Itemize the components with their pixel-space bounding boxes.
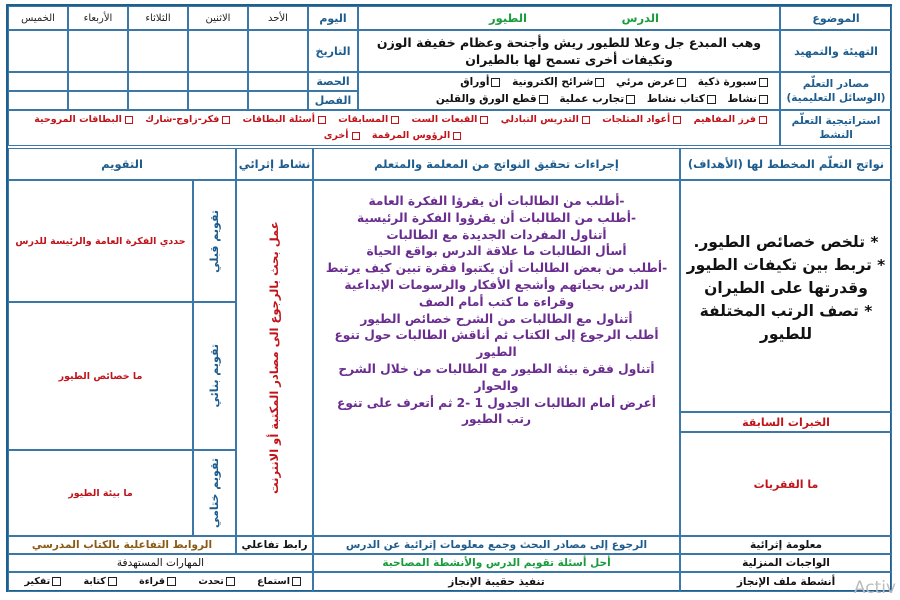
evaluation-formative-text-cell — [8, 302, 193, 450]
lesson-plan-sheet — [6, 4, 892, 592]
day-tuesday: الثلاثاء — [128, 6, 188, 30]
lesson-row — [358, 6, 780, 30]
strategy-option[interactable] — [338, 112, 402, 128]
skills-label: المهارات المستهدفة — [8, 554, 313, 572]
class-cell[interactable] — [188, 91, 248, 110]
day-label: اليوم — [308, 6, 358, 30]
checkbox-icon[interactable] — [167, 577, 176, 586]
enrichment-info-label: معلومة إثرائية — [680, 536, 892, 554]
evaluation-formative-label-cell — [193, 302, 236, 450]
strategy-option[interactable] — [412, 112, 492, 128]
checkbox-icon[interactable] — [453, 132, 461, 140]
strategy-option-label: البطاقات المروحية — [34, 114, 122, 125]
evaluation-pre-label-cell — [193, 180, 236, 302]
outcome-line: * تلخص خصائص الطيور. — [693, 233, 879, 251]
checkbox-icon[interactable] — [626, 95, 635, 104]
textbook-links[interactable]: الروابط التفاعلية بالكتاب المدرسي — [8, 536, 236, 554]
class-cell[interactable] — [68, 91, 128, 110]
strategy-option-label: أسئلة البطاقات — [242, 114, 315, 125]
procedure-line: رتب الطيور — [462, 412, 531, 427]
procedure-line: الدرس بحياتهم وأشجع الأفكار والرسومات الإبداعية — [344, 277, 649, 292]
period-cell[interactable] — [8, 72, 68, 91]
strategy-label: استراتيجية التعلّم النشط — [780, 110, 892, 146]
skill-option-label: تحدث — [198, 576, 224, 587]
resource-option[interactable] — [728, 91, 770, 108]
resource-option[interactable] — [616, 74, 688, 91]
skill-option-label: كتابة — [83, 576, 106, 587]
procedure-line: أطلب الرجوع إلى الكتاب ثم أناقش الطالبات حول تنوع — [334, 328, 659, 343]
checkbox-icon[interactable] — [125, 116, 133, 124]
strategy-option[interactable] — [602, 112, 684, 128]
period-cell[interactable] — [248, 72, 308, 91]
procedure-line: الطيور — [476, 345, 517, 360]
lesson-label: الدرس — [621, 11, 659, 25]
strategy-option[interactable] — [694, 112, 770, 128]
strategy-option[interactable] — [145, 112, 233, 128]
period-label: الحصة — [308, 72, 358, 91]
strategy-option-label: أعواد المثلجات — [602, 114, 671, 125]
evaluation-header: التقويم — [8, 148, 236, 180]
checkbox-icon[interactable] — [539, 95, 548, 104]
day-wednesday: الأربعاء — [68, 6, 128, 30]
procedure-line: أتناول مع الطالبات من الشرح خصائص الطيور — [360, 311, 633, 326]
skill-option-label: تفكير — [24, 576, 51, 587]
portfolio-label: أنشطة ملف الإنجاز — [680, 572, 892, 592]
intro-text: وهب المبدع جل وعلا للطيور ريش وأجنحة وعظام خفيفة الوزن وتكيفات أخرى تسمح لها بالطيران — [358, 30, 780, 72]
procedure-line: أتناول فقرة بيئة الطيور مع الطالبات من خلال الشرح — [338, 361, 655, 376]
procedures-header: إجراءات تحقيق النواتج من المعلمة والمتعلم — [313, 148, 680, 180]
checkbox-icon[interactable] — [480, 116, 488, 124]
resources-label: مصادر التعلّم (الوسائل التعليمية) — [780, 72, 892, 110]
evaluation-pre-text-cell — [8, 180, 193, 302]
resources-options — [358, 72, 780, 110]
resource-option[interactable] — [647, 91, 718, 108]
homework-value: أحل أسئلة تقويم الدرس والأنشطة المصاحبة — [313, 554, 680, 572]
resource-option-label: أوراق — [460, 76, 490, 88]
outcome-line: * تصف الرتب المختلفة — [699, 302, 873, 320]
checkbox-icon[interactable] — [318, 116, 326, 124]
intro-label: التهيئة والتمهيد — [780, 30, 892, 72]
skill-option[interactable] — [198, 573, 236, 591]
strategy-option[interactable] — [243, 112, 329, 128]
skill-option-label: قراءة — [139, 576, 166, 587]
date-label: التاريخ — [308, 30, 358, 72]
strategy-option[interactable] — [34, 112, 136, 128]
evaluation-pre-label: تقويم قبلي — [208, 209, 221, 273]
resource-option-label: نشاط — [727, 93, 757, 105]
checkbox-icon[interactable] — [391, 116, 399, 124]
procedure-line: -أطلب من الطالبات أن يقرؤوا الفكرة الرئيسية — [356, 210, 637, 225]
evaluation-formative-text: ما خصائص الطيور — [58, 370, 143, 382]
class-cell[interactable] — [8, 91, 68, 110]
strategy-option[interactable] — [324, 128, 363, 144]
strategy-option-label: التدريس التبادلي — [500, 114, 579, 125]
day-thursday: الخميس — [8, 6, 68, 30]
resource-option-label: قطع الورق والقلين — [435, 93, 537, 105]
date-cell[interactable] — [68, 30, 128, 72]
skill-option[interactable] — [25, 573, 64, 591]
strategy-option-label: القبعات الست — [411, 114, 478, 125]
checkbox-icon[interactable] — [759, 78, 768, 87]
class-cell[interactable] — [128, 91, 188, 110]
skill-option[interactable] — [84, 573, 119, 591]
strategy-option-label: فرز المفاهيم — [693, 114, 756, 125]
resource-option-label: عرض مرئي — [616, 76, 676, 88]
procedure-line: أتناول المفردات الجديدة مع الطالبات — [386, 227, 607, 242]
skill-option[interactable] — [257, 573, 303, 591]
resource-option[interactable] — [436, 91, 550, 108]
evaluation-pre-text: حددي الفكرة العامة والرئيسة للدرس — [15, 235, 186, 247]
day-monday: الاثنين — [188, 6, 248, 30]
evaluation-formative-label: تقويم بنائي — [208, 344, 221, 408]
date-cell[interactable] — [188, 30, 248, 72]
resource-option-label: شرائح إلكترونية — [512, 76, 594, 88]
period-cell[interactable] — [68, 72, 128, 91]
class-label: الفصل — [308, 91, 358, 110]
enrichment-text: عمل بحث بالرجوع الى مصادر المكتبة أو الانترنت — [267, 221, 281, 495]
evaluation-final-text-cell — [8, 450, 193, 536]
portfolio-value: تنفيذ حقيبة الإنجاز — [313, 572, 680, 592]
outcomes-header: نواتج التعلّم المخطط لها (الأهداف) — [680, 148, 892, 180]
procedure-line: والحوار — [474, 378, 519, 393]
strategy-option-label: فكر-زاوج-شارك — [145, 114, 220, 125]
prior-experience-value: ما الفقريات — [680, 432, 892, 536]
homework-label: الواجبات المنزلية — [680, 554, 892, 572]
lesson-value: الطيور — [489, 11, 527, 25]
checkbox-icon[interactable] — [759, 95, 768, 104]
enrichment-info-value: الرجوع إلى مصادر البحث وجمع معلومات إثرائية عن الدرس — [313, 536, 680, 554]
procedure-line: أسأل الطالبات ما علاقة الدرس بواقع الحياة — [366, 244, 627, 259]
outcomes-cell — [680, 180, 892, 412]
day-sunday: الأحد — [248, 6, 308, 30]
resource-option[interactable] — [512, 74, 606, 91]
checkbox-icon[interactable] — [222, 116, 230, 124]
strategy-option[interactable] — [501, 112, 593, 128]
procedure-line: -أطلب من بعض الطالبات أن يكتبوا فقرة تبين كيف يرتبط — [325, 261, 668, 276]
topic-label: الموضوع — [780, 6, 892, 30]
prior-experience-label: الخبرات السابقة — [680, 412, 892, 432]
checkbox-icon[interactable] — [52, 577, 61, 586]
checkbox-icon[interactable] — [226, 577, 235, 586]
class-cell[interactable] — [248, 91, 308, 110]
resource-option[interactable] — [698, 74, 770, 91]
evaluation-final-label-cell — [193, 450, 236, 536]
checkbox-icon[interactable] — [352, 132, 360, 140]
checkbox-icon[interactable] — [673, 116, 681, 124]
strategy-option-label: المسابقات — [338, 114, 389, 125]
skill-option[interactable] — [139, 573, 178, 591]
procedure-line: وقراءة ما كتب أمام الصف — [418, 294, 575, 309]
checkbox-icon[interactable] — [582, 116, 590, 124]
outcome-line: وقدرتها على الطيران — [704, 279, 868, 297]
checkbox-icon[interactable] — [491, 78, 500, 87]
procedure-line: أعرض أمام الطالبات الجدول 1 -2 ثم أتعرف على تنوع — [337, 395, 656, 410]
checkbox-icon[interactable] — [759, 116, 767, 124]
evaluation-final-text: ما بيئة الطيور — [68, 487, 133, 499]
procedure-line: -أطلب من الطالبات أن يقرؤا الفكرة العامة — [368, 194, 625, 208]
interactive-link-label: رابط تفاعلي — [236, 536, 313, 554]
date-cell[interactable] — [128, 30, 188, 72]
outcome-line: * تربط بين تكيفات الطيور — [686, 256, 886, 274]
activation-watermark: Activ — [853, 578, 896, 598]
resource-option[interactable] — [460, 74, 502, 91]
checkbox-icon[interactable] — [707, 95, 716, 104]
resource-option-label: كتاب نشاط — [646, 93, 705, 105]
resource-option[interactable] — [559, 91, 637, 108]
checkbox-icon[interactable] — [292, 577, 301, 586]
checkbox-icon[interactable] — [108, 577, 117, 586]
enrichment-header: نشاط إثرائي — [236, 148, 313, 180]
strategy-option[interactable] — [372, 128, 464, 144]
checkbox-icon[interactable] — [595, 78, 604, 87]
period-cell[interactable] — [128, 72, 188, 91]
evaluation-final-label: تقويم ختامي — [208, 457, 221, 529]
strategy-option-label: أخرى — [323, 130, 349, 141]
checkbox-icon[interactable] — [677, 78, 686, 87]
date-cell[interactable] — [248, 30, 308, 72]
period-cell[interactable] — [188, 72, 248, 91]
skill-option-label: استماع — [257, 576, 290, 587]
skills-options — [8, 572, 313, 592]
procedures-cell — [313, 180, 680, 536]
strategy-option-label: الرؤوس المرقمة — [371, 130, 451, 141]
strategy-options — [8, 110, 780, 146]
enrichment-cell — [236, 180, 313, 536]
resource-option-label: سبورة ذكية — [697, 76, 757, 88]
resource-option-label: تجارب عملية — [559, 93, 625, 105]
outcome-line: للطيور — [759, 325, 813, 343]
date-cell[interactable] — [8, 30, 68, 72]
